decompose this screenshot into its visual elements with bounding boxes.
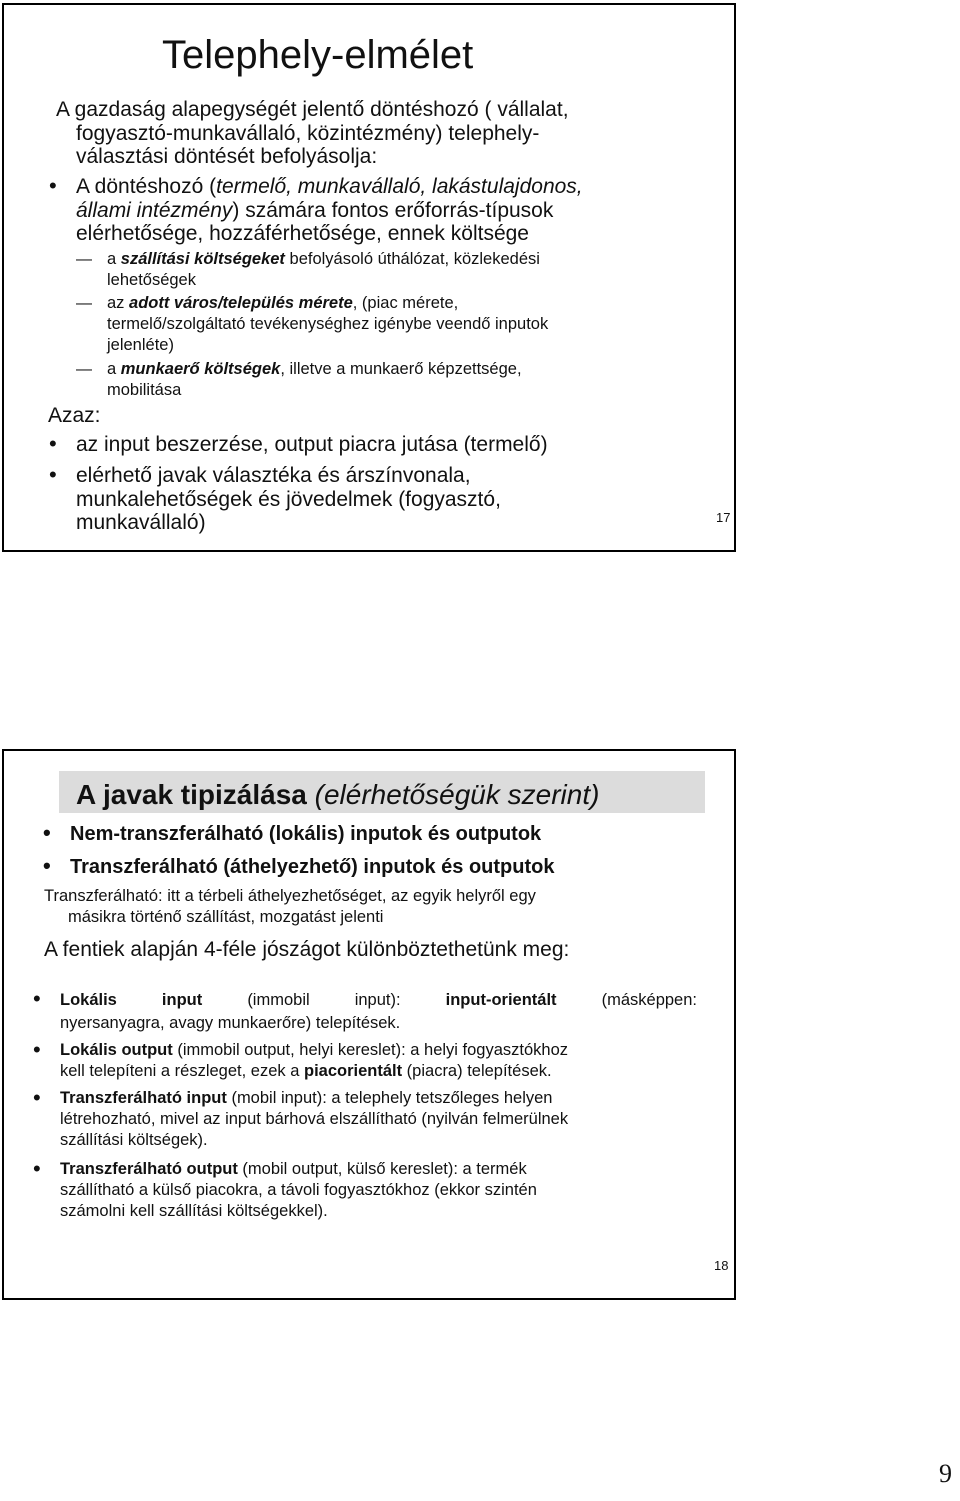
azaz-label: Azaz:: [48, 404, 101, 427]
sub-item: — a szállítási költségeket befolyásoló úthálózat, közlekedési lehetőségek: [107, 249, 540, 291]
sub-item: — a munkaerő költségek, illetve a munkaerő képzettsége, mobilitása: [107, 359, 522, 401]
slide-title: Telephely-elmélet: [162, 33, 474, 77]
list-item: • Lokális output (immobil output, helyi kereslet): a helyi fogyasztókhoz kell telepíteni a részleget, ezek a piacorientált (piacra) telepítések.: [60, 1040, 568, 1082]
list-item: • Transzferálható input (mobil input): a telephely tetszőleges helyen létrehozható, mivel az input bárhová elszállítható (nyilván felmerülnek szállítási költségek).: [60, 1088, 568, 1151]
sub-item: — az adott város/település mérete, (piac mérete, termelő/szolgáltató tevékenységhez igénybe veendő inputok jelenléte): [107, 293, 548, 356]
slide-title: A javak tipizálása (elérhetőségük szerint): [76, 779, 600, 810]
slide-18: [2, 749, 736, 1300]
bullet-item: • Nem-transzferálható (lokális) inputok és outputok: [70, 822, 541, 846]
page-number: 9: [939, 1459, 952, 1488]
slide-17: [2, 3, 736, 552]
definition-text: Transzferálható: itt a térbeli áthelyezhetőséget, az egyik helyről egy másikra történő szállítást, mozgatást jelenti: [44, 887, 536, 926]
lead-text: A fentiek alapján 4-féle jószágot különböztethetünk meg:: [44, 938, 570, 961]
list-item: • Transzferálható output (mobil output, külső kereslet): a termék szállítható a külső piacokra, a távoli fogyasztókhoz (ekkor szintén számolni kell szállítási költségekkel).: [60, 1159, 537, 1222]
intro-text: A gazdaság alapegységét jelentő döntéshozó ( vállalat, fogyasztó-munkavállaló, közintézmény) telephely- választási döntését befolyásolja:: [56, 98, 569, 168]
bullet-item: • A döntéshozó (termelő, munkavállaló, lakástulajdonos, állami intézmény) számára fontos erőforrás-típusok elérhetősége, hozzáférhetősége, ennek költsége: [76, 175, 583, 246]
bullet-item: • elérhető javak választéka és árszínvonala, munkalehetőségek és jövedelmek (fogyasztó, munkavállaló): [76, 464, 501, 535]
bullet-item: • Transzferálható (áthelyezhető) inputok és outputok: [70, 855, 555, 879]
slide-number: 17: [716, 510, 731, 525]
slide-number: 18: [714, 1258, 729, 1273]
bullet-item: • az input beszerzése, output piacra jutása (termelő): [76, 433, 548, 457]
list-item: • Lokális input (immobil input): input-orientált (másképpen: nyersanyagra, avagy munkaerőre) telepítések.: [60, 989, 697, 1034]
